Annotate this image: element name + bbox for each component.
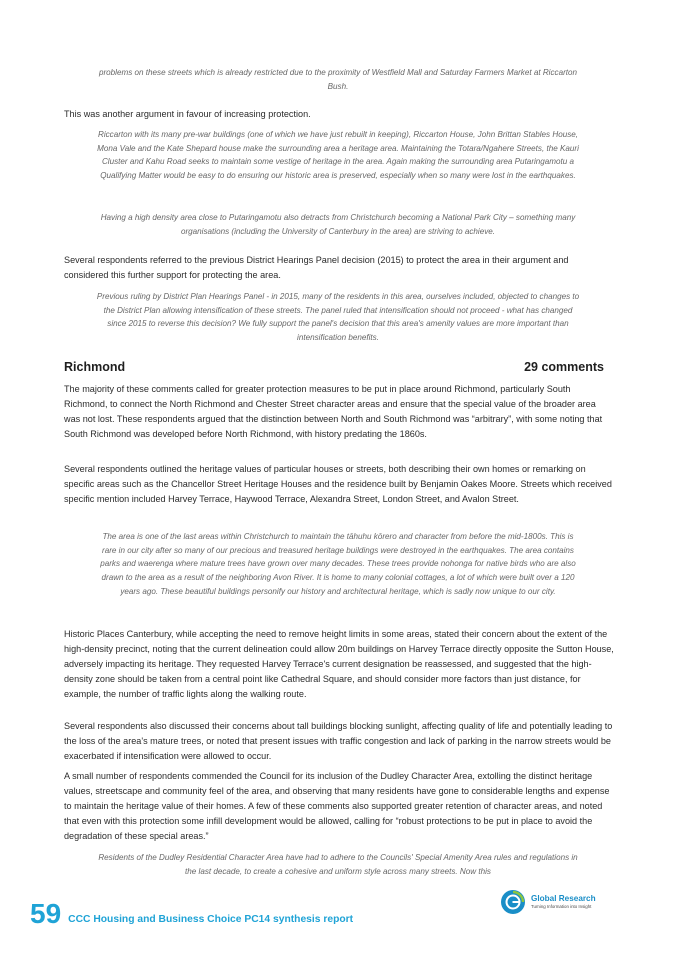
quote-block: Having a high density area close to Putaringamotu also detracts from Christchurch becoming a National Park City – something many organisations (including the University of Canterbury in the area) are striving to achieve. <box>100 213 576 236</box>
comment-count: 29 comments <box>524 360 604 374</box>
section-heading <box>64 360 604 374</box>
quote-block: The area is one of the last areas within Christchurch to maintain the tāhuhu kōrero and character from before the mid-1800s. This is rare in our city after so many of our precious and treasured heritage buildings were destroyed in the earthquakes. The area contains parks and waerenga where mature trees have grown over many decades. These trees provide nohonga for native birds who are also drawn to the area as a result of the neighboring Avon River. It is home to many colonial cottages, a lot of which were built over a 120 years ago. These beautiful buildings personify our history and architectural heritage, which is sadly now unique to our city. <box>100 532 576 596</box>
body-paragraph: Several respondents outlined the heritage values of particular houses or streets, both describing their own homes or remarking on specific areas such as the Chancellor Street Heritage Houses and the residence built by Benjamin Oakes Moore. Streets which received specific mention included Harvey Terrace, Haywood Terrace, Alexandra Street, London Street, and Avalon Street. <box>64 464 612 504</box>
body-paragraph: Several respondents referred to the previous District Hearings Panel decision (2015) to protect the area in their argument and considered this further support for protecting the area. <box>64 255 569 280</box>
body-paragraph: This was another argument in favour of increasing protection. <box>64 109 311 119</box>
body-paragraph: Historic Places Canterbury, while accepting the need to remove height limits in some areas, stated their concern about the extent of the high-density precinct, noting that the current delineation could allow 20m buildings on Harvey Terrace directly opposite the Sutton House, adversely impacting its heritage. They requested Harvey Terrace's current designation be reassessed, and suggested that the high-density zone should be taken from a central point like Cathedral Square, and should consider more factors than just distance, for example, the number of traffic lights along the walking route. <box>64 629 614 699</box>
body-paragraph: Several respondents also discussed their concerns about tall buildings blocking sunlight, affecting quality of life and potentially leading to the loss of the area's mature trees, or noted that present issues with traffic congestion and lack of parking in the narrow streets would be exacerbated if intensification were allowed to occur. <box>64 721 613 761</box>
quote-block: Previous ruling by District Plan Hearings Panel - in 2015, many of the residents in this area, ourselves included, objected to changes to the District Plan allowing intensification of these streets. The panel ruled that intensification should not proceed - what has changed since 2015 to reverse this decision? We fully support the panel's decision that this area's amenity values are more important than intensification benefits. <box>96 292 580 343</box>
body-paragraph: The majority of these comments called for greater protection measures to be put in place around Richmond, particularly South Richmond, to connect the North Richmond and Chester Street character areas and ensure that the special value of the broader area was not lost. These respondents argued that the distinction between North and South Richmond was “arbitrary”, with some noting that South Richmond was developed before North Richmond, with history predating the 1860s. <box>64 384 603 439</box>
page-footer <box>30 900 353 928</box>
page-number: 59 <box>30 898 62 929</box>
logo-mark-icon <box>500 889 526 915</box>
quote-block: Riccarton with its many pre-war buildings (one of which we have just rebuilt in keeping), Riccarton House, John Brittan Stables House, Mona Vale and the Kate Shepard house make the surrounding area a heritage area. Maintaining the Totara/Ngahere Streets, the Kauri Cluster and Kahu Road seeks to maintain some vestige of heritage in the area. Again making the surrounding area Putaringamotu a Qualifying Matter would be easy to do ensuring our historic area is preserved, especially when so many were lost in the earthquakes. <box>97 130 579 181</box>
logo-tagline: Turning Information into Insight <box>531 904 592 909</box>
quote-block: problems on these streets which is already restricted due to the proximity of Westfield Mall and Saturday Farmers Market at Riccarton Bush. <box>98 68 578 91</box>
section-title: Richmond <box>64 360 126 374</box>
quote-block: Residents of the Dudley Residential Character Area have had to adhere to the Councils' Special Amenity Area rules and regulations in the last decade, to create a cohesive and uniform style across many streets. Now this <box>98 853 578 876</box>
logo-name: Global Research <box>531 894 596 903</box>
global-research-logo <box>500 889 596 915</box>
report-title: CCC Housing and Business Choice PC14 synthesis report <box>68 914 354 925</box>
body-paragraph: A small number of respondents commended the Council for its inclusion of the Dudley Character Area, extolling the distinct heritage values, streetscape and community feel of the area, and observing that many residents have gone to considerable lengths and expense to maintain the heritage value of their homes. A few of these comments also supported greater retention of character areas, and noted that even with this protection some infill development would be allowed, calling for “robust protections to be put in place to avoid the degradation of these special areas.” <box>64 771 610 841</box>
